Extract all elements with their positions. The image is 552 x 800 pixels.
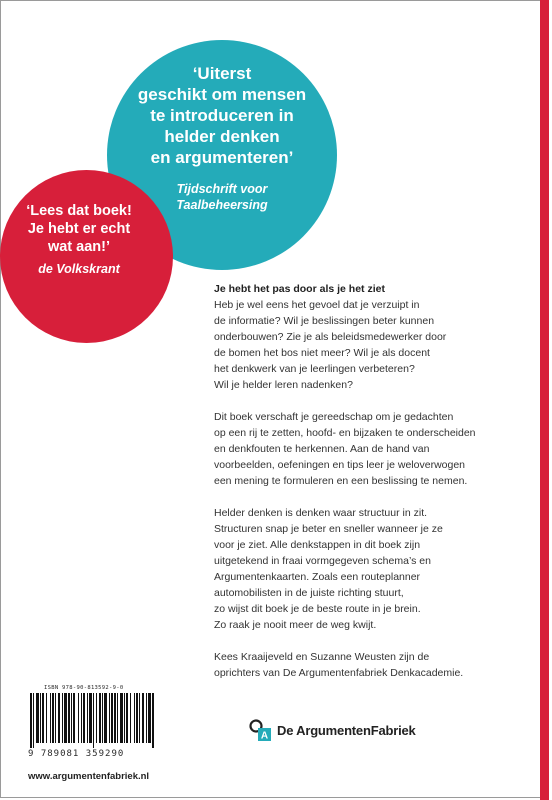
isbn-digits: 9 789081 359290	[28, 749, 125, 759]
author-note: Kees Kraaijeveld en Suzanne Weusten zijn de oprichters van De Argumentenfabriek Denkacademie.	[214, 651, 464, 679]
publisher-logo	[249, 719, 416, 741]
blurb-heading: Je hebt het pas door als je het ziet	[214, 283, 385, 295]
blurb-paragraph: Helder denken is denken waar structuur in zit. Structuren snap je beter en sneller wanneer je ze voor je ziet. Alle denkstappen in dit boek zijn uitgetekend in fraai vormgegeven schema’s en Argumentenkaarten. Zoals een routeplanner automobilisten in de juiste richting stuurt, zo wijst dit boek je de beste route in je brein. Zo raak je nooit meer de weg kwijt.	[214, 507, 443, 631]
website-link[interactable]: www.argumentenfabriek.nl	[28, 771, 150, 782]
review-quote: ‘Lees dat boek! Je hebt er echt wat aan!’	[26, 203, 132, 255]
publisher-name: De ArgumentenFabriek	[277, 722, 416, 738]
blurb-paragraph: Dit boek verschaft je gereedschap om je gedachten op een rij te zetten, hoofd- en bijzaken te onderscheiden en denkfouten te herkennen. Aan de hand van voorbeelden, oefeningen en tips leer je weloverwogen een mening te formuleren en een beslissing te nemen.	[214, 411, 476, 487]
review-quote: ‘Uiterst geschikt om mensen te introduceren in helder denken en argumenteren’	[137, 64, 307, 167]
svg-text:A: A	[260, 730, 269, 741]
isbn-barcode	[28, 685, 158, 759]
red-spine-strip	[540, 0, 549, 800]
argumentenfabriek-logo-icon	[249, 719, 271, 741]
blurb-paragraph: Heb je wel eens het gevoel dat je verzuipt in de informatie? Wil je beslissingen beter kunnen onderbouwen? Zie je als beleidsmedewerker door de bomen het bos niet meer? Wil je als docent het denkwerk van je leerlingen verbeteren? Wil je helder leren nadenken?	[214, 299, 447, 391]
review-source: Tijdschrift voor Taalbeheersing	[176, 182, 268, 212]
barcode-icon	[28, 693, 158, 748]
blurb	[214, 281, 534, 697]
review-source: de Volkskrant	[38, 262, 120, 276]
review-circle-red	[0, 170, 173, 343]
isbn-label: ISBN 978-90-813592-9-0	[44, 685, 124, 691]
